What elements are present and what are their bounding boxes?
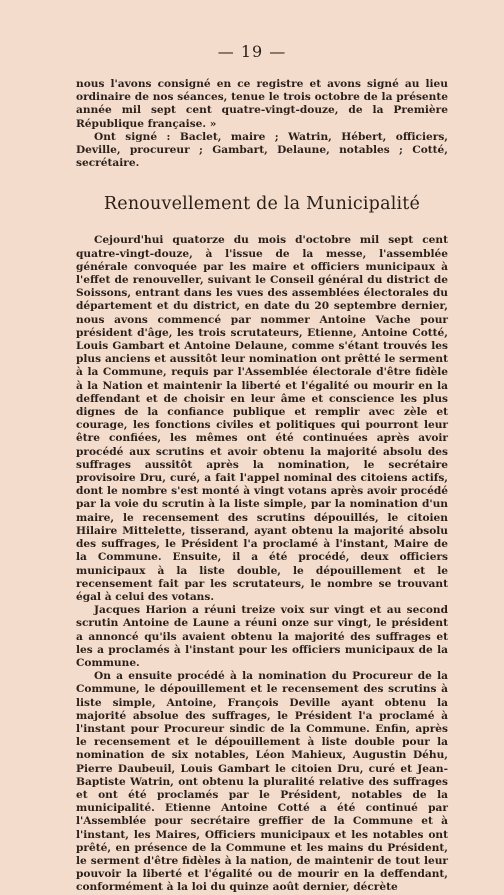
section-title: Renouvellement de la Municipalité bbox=[103, 194, 421, 215]
page-body bbox=[76, 78, 448, 895]
paragraph-election-opening: Cejourd'hui quatorze du mois d'octobre mil sept cent quatre-vingt-douze, à l'issue de la messe, l'assemblée générale convoquée par les maire et officiers municipaux à l'effet de renouveller, suivant le Conseil général du district de Soissons, entrant dans les vues des assemblées électorales du département et du district, en date du 20 septembre dernier, nous avons commencé par nommer Antoine Vache pour président d'âge, les trois scrutateurs, Etienne, Antoine Cotté, Louis Gambart et Antoine Delaune, comme s'étant trouvés les plus anciens et aussitôt leur nomination ont prêtté le serment à la Commune, requis par l'Assemblée électorale d'être fidèle à la Nation et maintenir la liberté et l'égalité ou mourir en la deffendant et de choisir en leur âme et conscience les plus dignes de la confiance publique et remplir avec zèle et courage, les fonctions civiles et politiques qui pourront leur être confiées, les mêmes ont été continuées après avoir procédé aux scrutins et avoir obtenu la majorité absolu des suffrages aussitôt après la nomination, le secrétaire provisoire Dru, curé, a fait l'appel nominal des citoiens actifs, dont le nombre s'est monté à vingt votans après avoir procédé par la voie du scrutin à la liste simple, par la nomination d'un maire, le recensement des scrutins dépouillés, le citoien Hilaire Mittelette, tisserand, ayant obtenu la majorité absolu des suffrages, le Président l'a proclamé à l'instant, Maire de la Commune. Ensuite, il a été procédé, deux officiers municipaux à la liste double, le dépouillement et le recensement fait par les scrutateurs, le nombre se trouvant égal à celui des votans. bbox=[76, 234, 448, 603]
paragraph-signatures: Ont signé : Baclet, maire ; Watrin, Hébert, officiers, Deville, procureur ; Gambart, Delaune, notables ; Cotté, secrétaire. bbox=[76, 130, 448, 170]
paragraph-closing-record: nous l'avons consigné en ce registre et avons signé au lieu ordinaire de nos séances, tenue le trois octobre de la présente année mil sept cent quatre-vingt-douze, de la Première République française. » bbox=[76, 78, 448, 130]
page-number: — 19 — bbox=[217, 42, 287, 61]
paragraph-officers-election: Jacques Harion a réuni treize voix sur vingt et au second scrutin Antoine de Laune a réuni onze sur vingt, le président a annoncé qu'ils avaient obtenu la majorité des suffrages et les a proclamés à l'instant pour les officiers municipaux de la Commune. bbox=[76, 604, 448, 669]
paragraph-procureur-notables: On a ensuite procédé à la nomination du Procureur de la Commune, le dépouillement et le recensement des scrutins à liste simple, Antoine, François Deville ayant obtenu la majorité absolue des suffrages, le Président l'a proclamé à l'instant pour Procureur sindic de la Commune. Enfin, après le recensement et le dépouillement à liste double pour la nomination de six notables, Léon Mahieux, Augustin Déhu, Pierre Daubeuil, Louis Gambart le citoien Dru, curé et Jean-Baptiste Watrin, ont obtenu la pluralité relative des suffrages et ont été proclamés par le Président, notables de la municipalité. Etienne Antoine Cotté a été continué par l'Assemblée pour secrétaire greffier de la Commune et à l'instant, les Maires, Officiers municipaux et les notables ont prêté, en présence de la Commune et les mains du Président, le serment d'être fidèles à la nation, de maintenir de tout leur pouvoir la liberté et l'égalité ou de mourir en la deffendant, conformément à la loi du quinze août dernier, décrète bbox=[76, 670, 448, 894]
